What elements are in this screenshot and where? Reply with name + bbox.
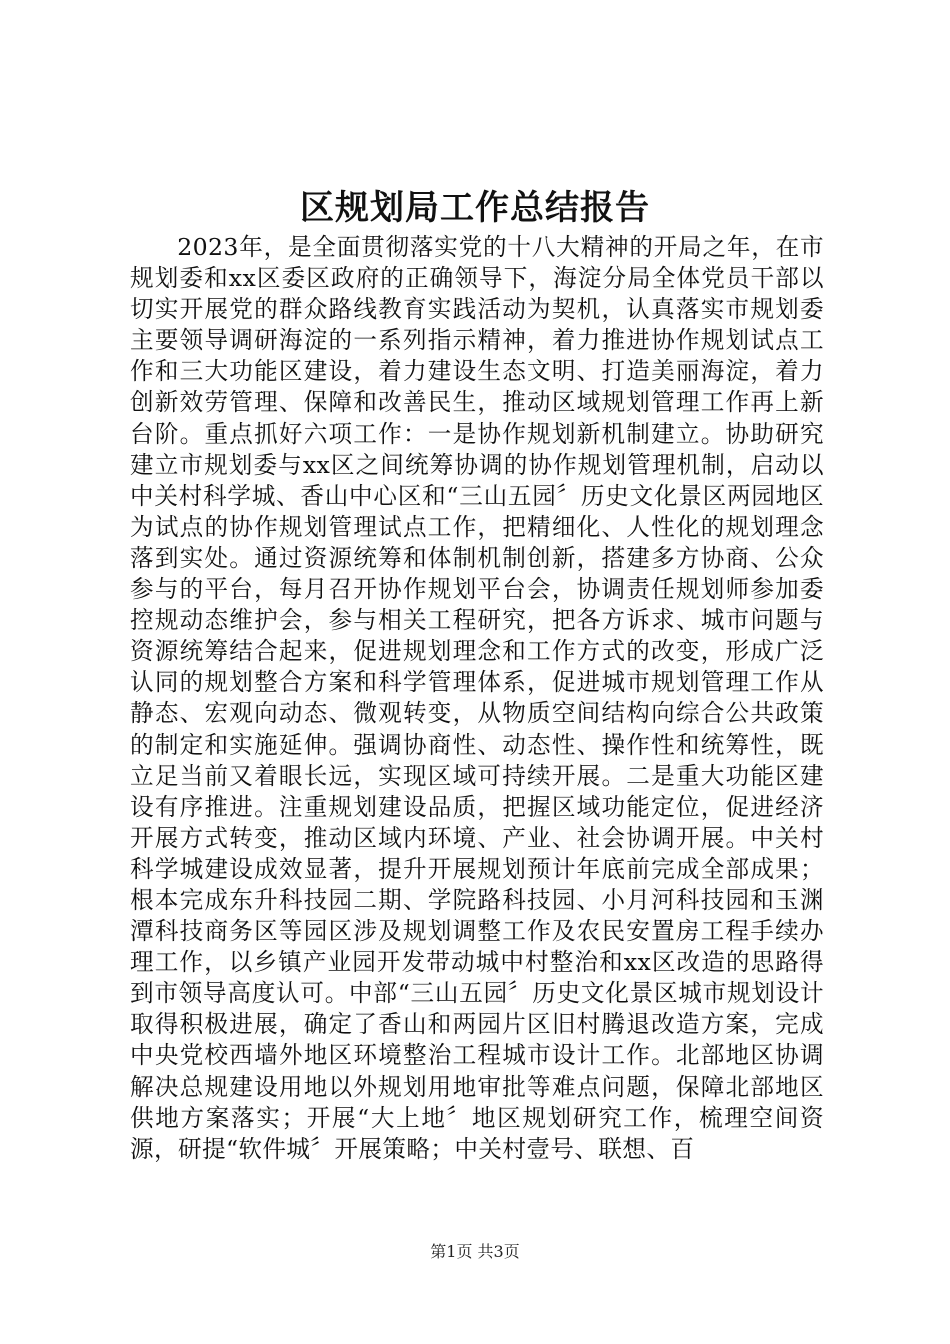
page-number-footer: 第1页 共3页 <box>430 1242 520 1261</box>
body-paragraph: 2023年，是全面贯彻落实党的十八大精神的开局之年，在市规划委和xx区委区政府的正确领导下，海淀分局全体党员干部以切实开展党的群众路线教育实践活动为契机，认真落实市规划委主要领导调研海淀的一系列指示精神，着力推进协作规划试点工作和三大功能区建设，着力建设生态文明、打造美丽海淀，着力创新效劳管理、保障和改善民生，推动区域规划管理工作再上新台阶。重点抓好六项工作：一是协作规划新机制建立。协助研究建立市规划委与xx区之间统筹协调的协作规划管理机制，启动以中关村科学城、香山中心区和“三山五园〞历史文化景区两园地区为试点的协作规划管理试点工作，把精细化、人性化的规划理念落到实处。通过资源统筹和体制机制创新，搭建多方协商、公众参与的平台，每月召开协作规划平台会，协调责任规划师参加委控规动态维护会，参与相关工程研究，把各方诉求、城市问题与资源统筹结合起来，促进规划理念和工作方式的改变，形成广泛认同的规划整合方案和科学管理体系，促进城市规划管理工作从静态、宏观向动态、微观转变，从物质空间结构向综合公共政策的制定和实施延伸。强调协商性、动态性、操作性和统筹性，既立足当前又着眼长远，实现区域可持续开展。二是重大功能区建设有序推进。注重规划建设品质，把握区域功能定位，促进经济开展方式转变，推动区域内环境、产业、社会协调开展。中关村科学城建设成效显著，提升开展规划预计年底前完成全部成果；根本完成东升科技园二期、学院路科技园、小月河科技园和玉渊潭科技商务区等园区涉及规划调整工作及农民安置房工程手续办理工作，以乡镇产业园开发带动城中村整治和xx区改造的思路得到市领导高度认可。中部“三山五园〞历史文化景区城市规划设计取得积极进展，确定了香山和两园片区旧村腾退改造方案，完成中央党校西墙外地区环境整治工程城市设计工作。北部地区协调解决总规建设用地以外规划用地审批等难点问题，保障北部地区供地方案落实；开展“大上地〞地区规划研究工作，梳理空间资源，研提“软件城〞开展策略；中关村壹号、联想、百 <box>130 233 824 1163</box>
document-title: 区规划局工作总结报告 <box>300 188 650 228</box>
